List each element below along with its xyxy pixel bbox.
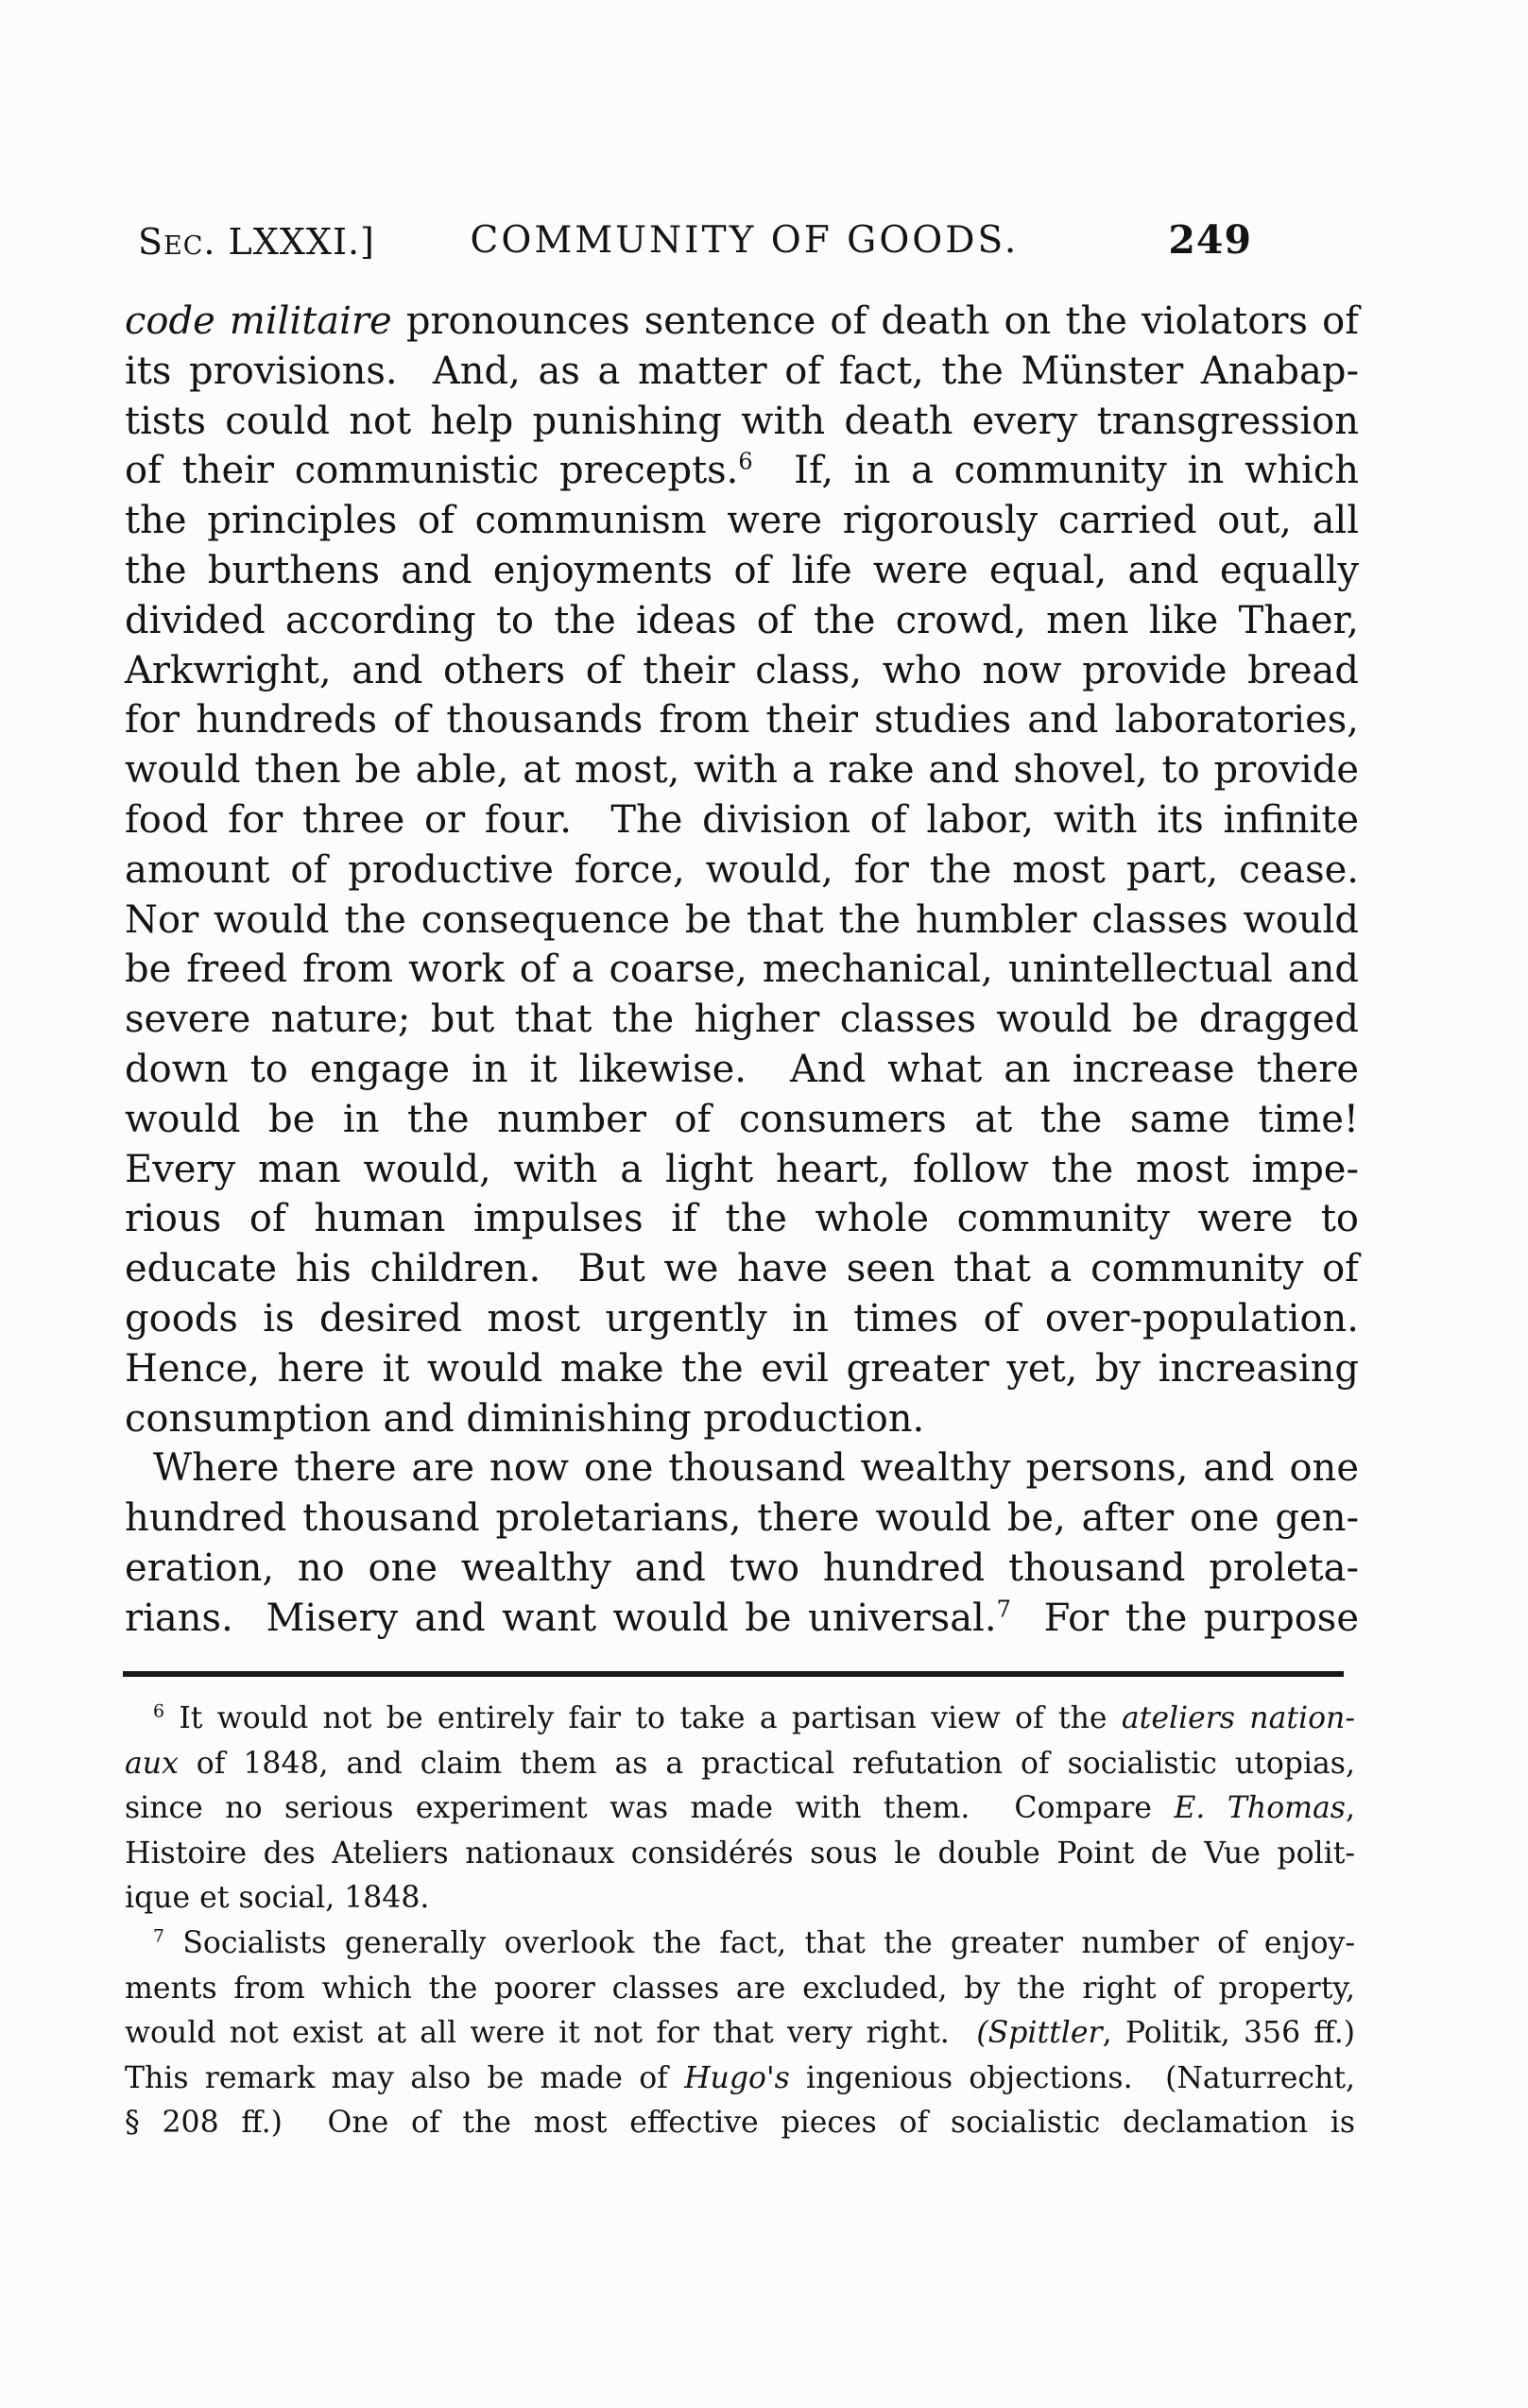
text-line [125,1697,1355,1742]
text-segment: food for three or four. The division of labor, with its infinite [125,797,1359,842]
text-line [125,995,1359,1045]
text-segment: , Politik, 356 ff.) [1102,2016,1355,2051]
paragraph [125,1921,1355,2146]
text-segment: (Spittler [976,2016,1103,2051]
text-line [125,646,1359,696]
text-segment: If, in a community in which [752,449,1359,493]
text-segment: Hence, here it would make the evil greater yet, by increasing [125,1346,1359,1391]
text-segment: of their communistic precepts. [125,449,739,493]
text-segment: of 1848, and claim them as a practical refutation of socialistic utopias, [178,1746,1355,1781]
text-segment: would then be able, at most, with a rake and shovel, to provide [125,748,1359,793]
text-segment: tists could not help punishing with death every transgression [125,399,1359,443]
footnote-marker: 6 [153,1700,165,1722]
text-segment: since no serious experiment was made with them. Compare [125,1791,1175,1826]
text-segment: For the purpose [1010,1596,1360,1640]
text-segment: consumption and diminishing production. [125,1396,925,1441]
paragraph [125,297,1359,1443]
footnote-marker: 7 [996,1596,1011,1623]
body-text [125,297,1359,1644]
text-line [125,1294,1359,1344]
text-segment: rious of human impulses if the whole community were to [125,1197,1359,1241]
page-number: 249 [1168,217,1252,263]
text-line [125,1344,1359,1394]
text-segment: be freed from work of a coarse, mechanical, unintellectual and [125,948,1359,992]
text-segment: § 208 ff.) One of the most effective pieces of socialistic declamation is [125,2106,1355,2141]
text-segment: its provisions. And, as a matter of fact, the Münster Anabap- [125,349,1359,393]
text-line [125,397,1359,447]
text-line [125,2057,1355,2102]
footnote-marker: 7 [153,1925,165,1947]
paragraph [125,1443,1359,1643]
section-label: Sec. LXXXI.] [138,221,375,263]
text-line [125,745,1359,795]
text-segment: amount of productive force, would, for the most part, cease. [125,847,1359,892]
text-line [125,1544,1359,1594]
text-segment: Arkwright, and others of their class, who now provide bread [125,648,1359,692]
text-segment: pronounces sentence of death on the violators of [391,299,1359,343]
footnote-marker: 6 [738,449,753,476]
text-line [125,2101,1355,2146]
text-segment: for hundreds of thousands from their studies and laboratories, [125,698,1359,743]
text-segment: ingenious objections. (Naturrecht, [789,2060,1356,2095]
text-line [125,496,1359,546]
text-segment: would not exist at all were it not for that very right. [125,2016,977,2051]
text-segment: aux [125,1746,179,1781]
text-segment: would be in the number of consumers at the same time! [125,1097,1359,1141]
text-line [125,1194,1359,1244]
text-segment: , [1345,1791,1355,1826]
text-line [125,795,1359,845]
text-segment: This remark may also be made of [125,2060,685,2095]
page-title: COMMUNITY OF GOODS. [470,219,1020,262]
text-segment: ateliers nation- [1121,1701,1355,1735]
text-line [125,1921,1355,1967]
text-line [125,1244,1359,1294]
text-segment: Histoire des Ateliers nationaux considérés sous le double Point de Vue polit- [125,1836,1355,1870]
text-line [125,695,1359,745]
text-line [125,1045,1359,1095]
text-line [125,1494,1359,1544]
text-segment: the burthens and enjoyments of life were equal, and equally [125,548,1359,592]
text-line [125,546,1359,596]
text-segment: It would not be entirely fair to take a partisan view of the [164,1701,1122,1735]
text-line [125,297,1359,347]
text-line [125,1876,1355,1921]
footnote-section [125,1697,1355,2146]
text-line [125,1145,1359,1195]
text-line [125,896,1359,946]
text-segment: Hugo's [684,2060,790,2095]
text-segment: hundred thousand proletarians, there would be, after one gen- [125,1496,1359,1541]
text-segment: the principles of communism were rigorously carried out, all [125,499,1359,543]
text-segment: severe nature; but that the higher classes would be dragged [125,998,1359,1042]
text-line [125,1594,1359,1644]
text-segment: Every man would, with a light heart, follow the most impe- [125,1147,1359,1191]
text-line [125,1742,1355,1787]
text-line [125,2011,1355,2057]
text-line [125,845,1359,896]
text-line [125,1394,1359,1444]
text-line [125,1832,1355,1877]
text-line [125,1443,1359,1494]
text-segment: rians. Misery and want would be universal. [125,1596,997,1640]
footnote-rule [123,1671,1344,1677]
text-segment: ique et social, 1848. [125,1881,430,1916]
text-segment: goods is desired most urgently in times of over-population. [125,1296,1359,1341]
text-segment: ments from which the poorer classes are excluded, by the right of property, [125,1971,1355,2006]
text-segment: educate his children. But we have seen that a community of [125,1247,1359,1291]
text-line [125,1095,1359,1145]
text-segment: E. Thomas [1174,1791,1346,1826]
text-line [125,1786,1355,1832]
text-segment: divided according to the ideas of the crowd, men like Thaer, [125,598,1359,642]
text-segment: code militaire [125,299,392,343]
text-segment: Nor would the consequence be that the humbler classes would [125,897,1359,942]
text-segment: Where there are now one thousand wealthy persons, and one [153,1446,1359,1491]
text-segment: eration, no one wealthy and two hundred thousand proleta- [125,1546,1359,1590]
text-line [125,446,1359,496]
text-segment: down to engage in it likewise. And what an increase there [125,1047,1359,1091]
paragraph [125,1697,1355,1921]
text-line [125,945,1359,995]
text-line [125,596,1359,646]
running-header [125,215,1386,276]
text-segment: Socialists generally overlook the fact, that the greater number of enjoy- [164,1925,1355,1960]
text-line [125,347,1359,397]
text-line [125,1967,1355,2012]
